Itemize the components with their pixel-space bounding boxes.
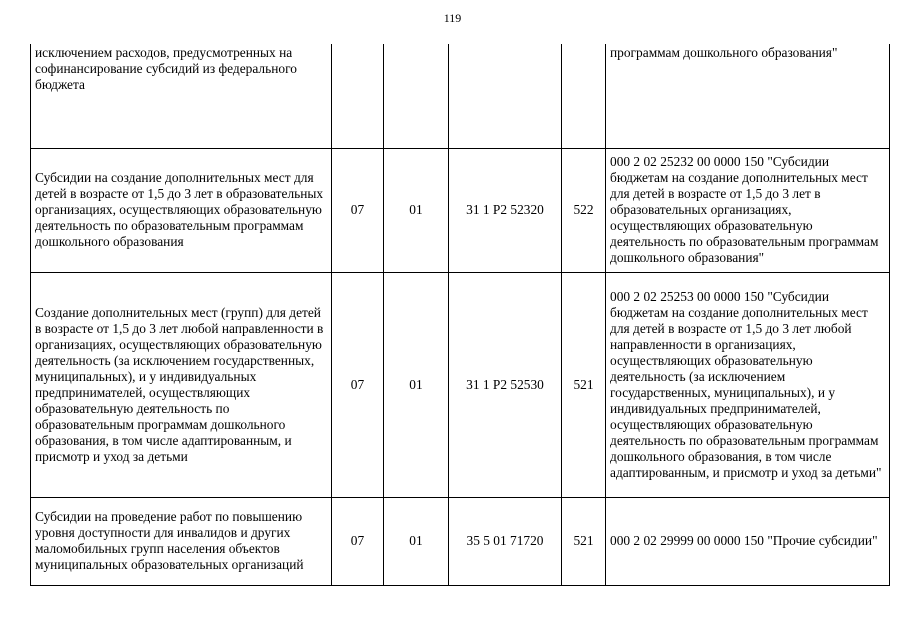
table-row: [31, 497, 890, 585]
budget-table: [30, 44, 890, 586]
table-row: [31, 272, 890, 497]
table-row: [31, 44, 890, 148]
expense-type-code: 522: [562, 148, 606, 272]
income-code-description: 000 2 02 29999 00 0000 150 "Прочие субсидии": [606, 497, 890, 585]
target-article-code: 31 1 P2 52320: [449, 148, 562, 272]
row-description: Субсидии на создание дополнительных мест для детей в возрасте от 1,5 до 3 лет в образовательных организациях, осуществляющих образовательную деятельность по образовательным программам дошкольного образования: [31, 148, 332, 272]
expense-type-code: [562, 44, 606, 148]
subsection-code: 01: [384, 497, 449, 585]
row-description: Создание дополнительных мест (групп) для детей в возрасте от 1,5 до 3 лет любой направленности в организациях, осуществляющих образовательную деятельность (за исключением государственных, муниципальных), и у индивидуальных предпринимателей, осуществляющих образовательную деятельность по образовательным программам дошкольного образования, в том числе адаптированным, и присмотр и уход за детьми: [31, 272, 332, 497]
section-code: 07: [332, 272, 384, 497]
row-description: исключением расходов, предусмотренных на софинансирование субсидий из федерального бюджета: [31, 44, 332, 148]
subsection-code: 01: [384, 148, 449, 272]
table-row: [31, 148, 890, 272]
page-number: 119: [443, 11, 462, 25]
subsection-code: [384, 44, 449, 148]
section-code: 07: [332, 497, 384, 585]
expense-type-code: 521: [562, 272, 606, 497]
section-code: 07: [332, 148, 384, 272]
income-code-description: программам дошкольного образования": [606, 44, 890, 148]
target-article-code: [449, 44, 562, 148]
section-code: [332, 44, 384, 148]
expense-type-code: 521: [562, 497, 606, 585]
row-description: Субсидии на проведение работ по повышению уровня доступности для инвалидов и других маломобильных групп населения объектов муниципальных образовательных организаций: [31, 497, 332, 585]
income-code-description: 000 2 02 25253 00 0000 150 "Субсидии бюджетам на создание дополнительных мест для детей в возрасте от 1,5 до 3 лет любой направленности в организациях, осуществляющих образовательную деятельность (за исключением государственных, муниципальных), и у индивидуальных предпринимателей, осуществляющих образовательную деятельность по образовательным программам дошкольного образования, в том числе адаптированным, и присмотр и уход за детьми": [606, 272, 890, 497]
subsection-code: 01: [384, 272, 449, 497]
income-code-description: 000 2 02 25232 00 0000 150 "Субсидии бюджетам на создание дополнительных мест для детей в возрасте от 1,5 до 3 лет в образовательных организациях, осуществляющих образовательную деятельность по образовательным программам дошкольного образования": [606, 148, 890, 272]
target-article-code: 31 1 P2 52530: [449, 272, 562, 497]
target-article-code: 35 5 01 71720: [449, 497, 562, 585]
